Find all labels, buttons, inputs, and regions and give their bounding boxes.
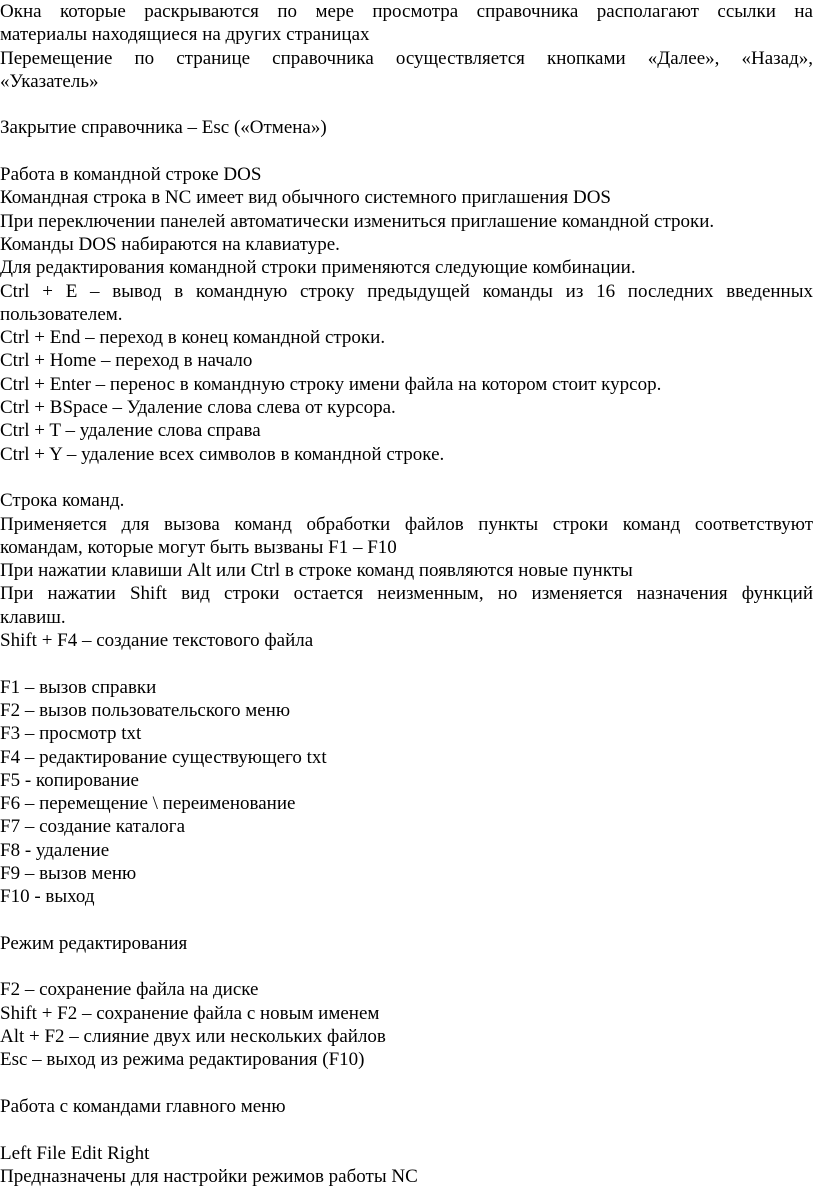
- text-line: пользователем.: [0, 303, 123, 325]
- text-line: При нажатии Shift вид строки остается неизменным, но изменяется назначения функций: [0, 583, 813, 605]
- blank-line: [0, 955, 813, 978]
- text-line: Alt + F2 – слияние двух или нескольких файлов: [0, 1026, 386, 1048]
- text-line: «Указатель»: [0, 70, 99, 92]
- text-line: Перемещение по странице справочника осуществляется кнопками «Далее», «Назад»,: [0, 47, 813, 69]
- blank-line: [0, 1118, 813, 1141]
- text-line: Shift + F2 – сохранение файла с новым именем: [0, 1002, 380, 1024]
- text-line: Закрытие справочника – Esc («Отмена»): [0, 117, 327, 139]
- text-line: F9 – вызов меню: [0, 862, 137, 884]
- text-line: Esc – выход из режима редактирования (F10): [0, 1049, 365, 1071]
- text-line: Left File Edit Right: [0, 1142, 150, 1164]
- text-line: Ctrl + Enter – перенос в командную строку имени файла на котором стоит курсор.: [0, 373, 662, 395]
- blank-line: [0, 93, 813, 116]
- blank-line: [0, 140, 813, 163]
- text-line: Ctrl + Home – переход в начало: [0, 350, 253, 372]
- text-line: F1 – вызов справки: [0, 676, 157, 698]
- text-line: Ctrl + BSpace – Удаление слова слева от курсора.: [0, 397, 396, 419]
- text-line: Применяется для вызова команд обработки файлов пункты строки команд соответствуют: [0, 513, 813, 535]
- text-line: F4 – редактирование существующего txt: [0, 746, 327, 768]
- blank-line: [0, 1072, 813, 1095]
- text-line: F7 – создание каталога: [0, 816, 186, 838]
- text-line: материалы находящиеся на других страницах: [0, 24, 370, 46]
- text-line: F6 – перемещение \ переименование: [0, 793, 296, 815]
- text-line: При переключении панелей автоматически измениться приглашение командной строки.: [0, 210, 715, 232]
- text-line: Командная строка в NC имеет вид обычного системного приглашения DOS: [0, 187, 611, 209]
- text-line: При нажатии клавиши Alt или Ctrl в строке команд появляются новые пункты: [0, 560, 633, 582]
- text-line: Работа с командами главного меню: [0, 1095, 286, 1117]
- blank-line: [0, 909, 813, 932]
- text-line: командам, которые могут быть вызваны F1 – F10: [0, 536, 397, 558]
- text-line: клавиш.: [0, 606, 66, 628]
- text-line: F10 - выход: [0, 886, 95, 908]
- text-line: F3 – просмотр txt: [0, 723, 142, 745]
- blank-line: [0, 466, 813, 489]
- text-line: Режим редактирования: [0, 932, 188, 954]
- text-line: Ctrl + E – вывод в командную строку предыдущей команды из 16 последних введенных: [0, 280, 813, 302]
- text-line: Окна которые раскрываются по мере просмотра справочника располагают ссылки на: [0, 1, 813, 22]
- blank-line: [0, 652, 813, 675]
- text-line: Ctrl + End – переход в конец командной строки.: [0, 327, 386, 349]
- text-line: Ctrl + Y – удаление всех символов в командной строке.: [0, 443, 445, 465]
- text-line: F2 – вызов пользовательского меню: [0, 699, 291, 721]
- text-line: Команды DOS набираются на клавиатуре.: [0, 233, 340, 255]
- text-line: F2 – сохранение файла на диске: [0, 979, 259, 1001]
- text-line: Shift + F4 – создание текстового файла: [0, 630, 314, 652]
- text-line: Предназначены для настройки режимов работы NC: [0, 1165, 418, 1187]
- text-line: F8 - удаление: [0, 839, 110, 861]
- text-line: Для редактирования командной строки применяются следующие комбинации.: [0, 257, 636, 279]
- text-line: Ctrl + T – удаление слова справа: [0, 420, 261, 442]
- text-line: Строка команд.: [0, 490, 125, 512]
- text-line: F5 - копирование: [0, 769, 139, 791]
- text-line: Работа в командной строке DOS: [0, 164, 262, 186]
